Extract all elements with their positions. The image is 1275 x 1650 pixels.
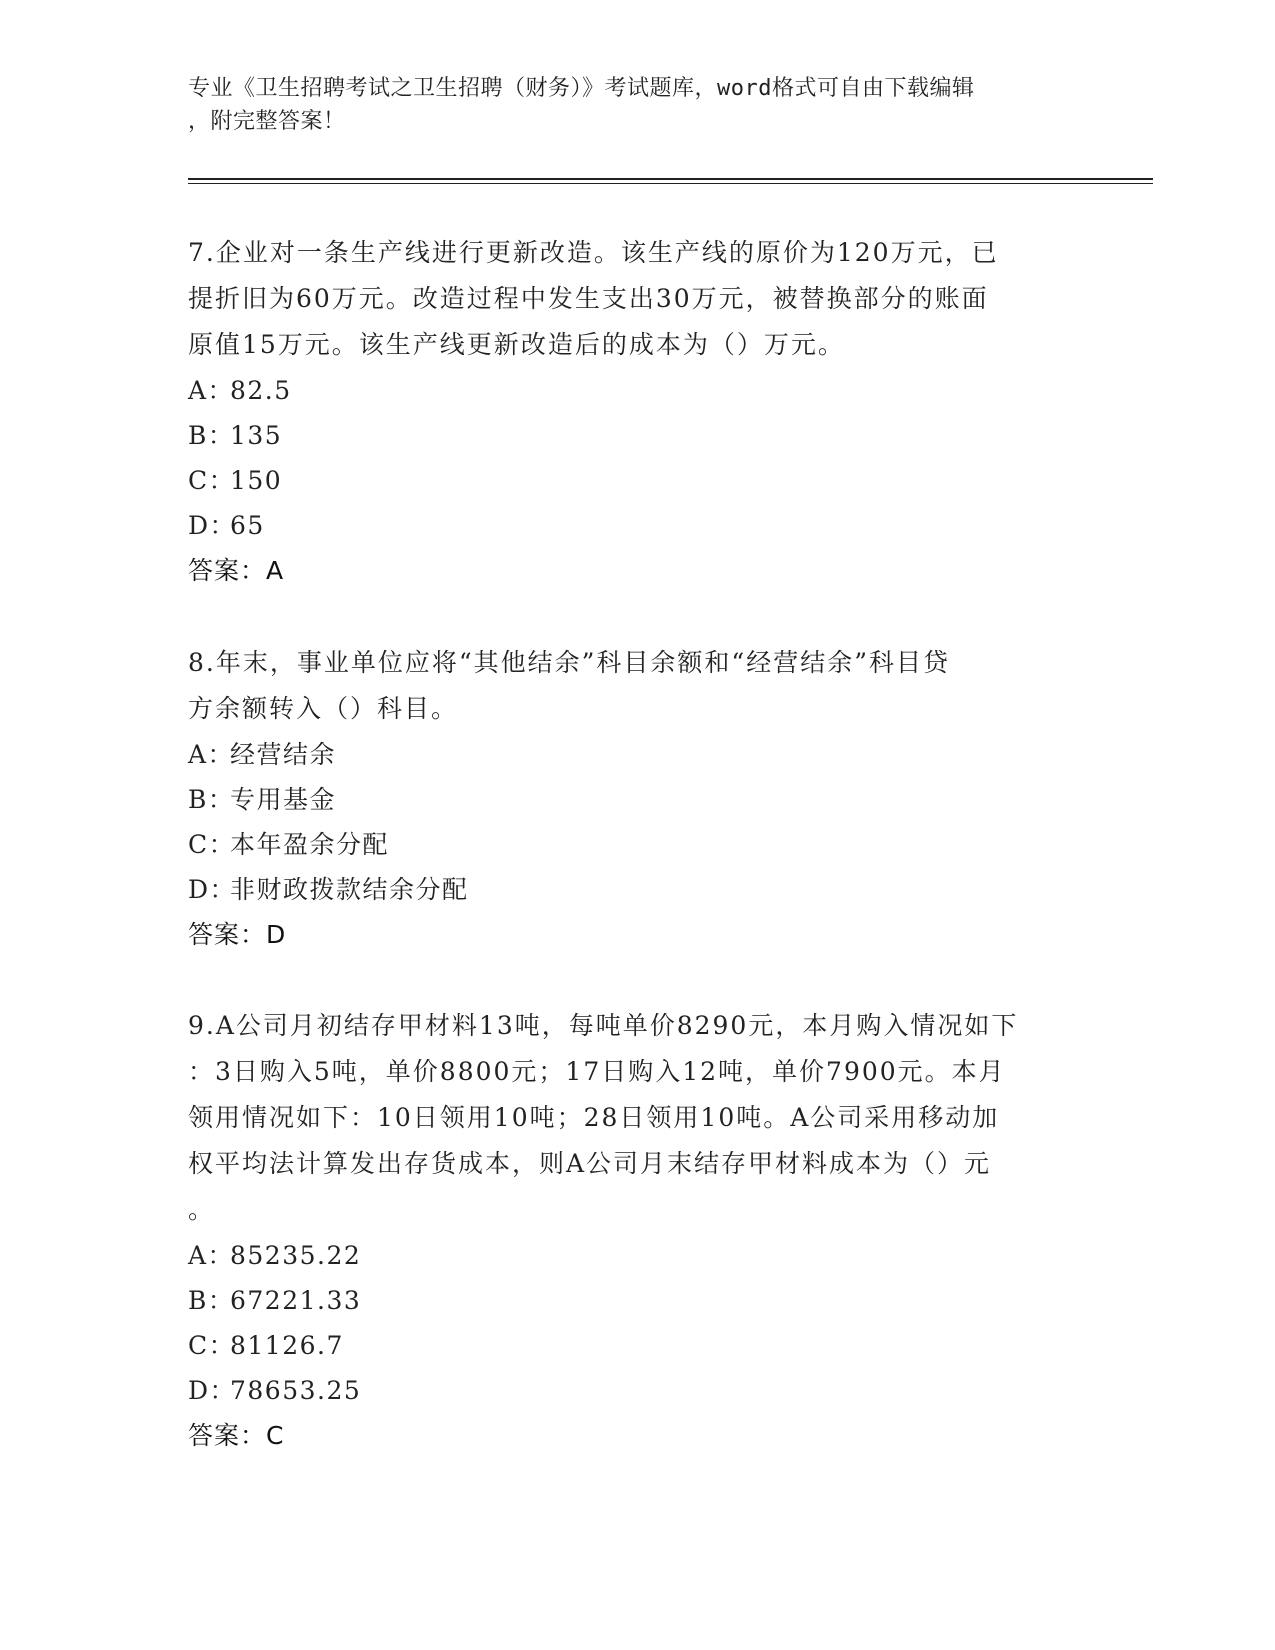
question-7 (188, 230, 1088, 594)
option-key: C： (188, 466, 236, 495)
option-text: 非财政拨款结余分配 (230, 875, 469, 904)
question-text-line: 权平均法计算发出存货成本，则A公司月末结存甲材料成本为（）元 (188, 1149, 992, 1178)
question-text-line: 领用情况如下：10日领用10吨；28日领用10吨。A公司采用移动加 (188, 1103, 1000, 1132)
option-a (188, 732, 1088, 777)
option-key: B： (188, 421, 235, 450)
option-text: 81126.7 (230, 1331, 344, 1360)
question-text-line: ：3日购入5吨，单价8800元；17日购入12吨，单价7900元。本月 (188, 1057, 1006, 1086)
header-divider-thick (188, 178, 1153, 180)
option-key: B： (188, 1286, 235, 1315)
option-b (188, 413, 1088, 458)
option-text: 78653.25 (230, 1376, 362, 1405)
option-key: A： (188, 376, 235, 405)
option-key: A： (188, 740, 235, 769)
option-c (188, 458, 1088, 503)
option-key: C： (188, 1331, 236, 1360)
answer: 答案：C (188, 1421, 285, 1450)
question-9 (188, 1003, 1088, 1459)
answer: 答案：A (188, 556, 285, 585)
option-key: B： (188, 785, 235, 814)
option-key: D： (188, 1376, 237, 1405)
option-d (188, 503, 1088, 548)
answer: 答案：D (188, 920, 287, 949)
option-text: 经营结余 (230, 740, 337, 769)
document-header (188, 72, 1088, 138)
option-b (188, 1278, 1088, 1323)
question-text-line: 7.企业对一条生产线进行更新改造。该生产线的原价为120万元，已 (188, 238, 999, 267)
option-text: 150 (230, 466, 283, 495)
option-text: 135 (230, 421, 283, 450)
question-text-line: 提折旧为60万元。改造过程中发生支出30万元，被替换部分的账面 (188, 284, 989, 313)
option-text: 专用基金 (230, 785, 337, 814)
question-text-line: 方余额转入（）科目。 (188, 694, 459, 723)
option-a (188, 368, 1088, 413)
header-line-1: 专业《卫生招聘考试之卫生招聘（财务）》考试题库，word格式可自由下载编辑 (188, 76, 975, 101)
question-text-line: 8.年末，事业单位应将“其他结余”科目余额和“经营结余”科目贷 (188, 648, 950, 677)
option-key: A： (188, 1241, 235, 1270)
option-text: 本年盈余分配 (230, 830, 390, 859)
header-divider-thin (188, 183, 1153, 184)
question-text-line: 。 (188, 1195, 216, 1224)
header-line-2: ，附完整答案！ (188, 109, 346, 134)
option-a (188, 1233, 1088, 1278)
option-key: D： (188, 875, 237, 904)
question-text-line: 原值15万元。该生产线更新改造后的成本为（）万元。 (188, 330, 845, 359)
option-c (188, 822, 1088, 867)
option-text: 67221.33 (230, 1286, 362, 1315)
question-text-line: 9.A公司月初结存甲材料13吨，每吨单价8290元，本月购入情况如下 (188, 1011, 1019, 1040)
option-key: D： (188, 511, 237, 540)
option-c (188, 1323, 1088, 1368)
option-d (188, 867, 1088, 912)
option-text: 82.5 (230, 376, 292, 405)
option-d (188, 1368, 1088, 1413)
question-8 (188, 640, 1088, 958)
option-text: 85235.22 (230, 1241, 362, 1270)
option-b (188, 777, 1088, 822)
option-key: C： (188, 830, 236, 859)
option-text: 65 (230, 511, 265, 540)
